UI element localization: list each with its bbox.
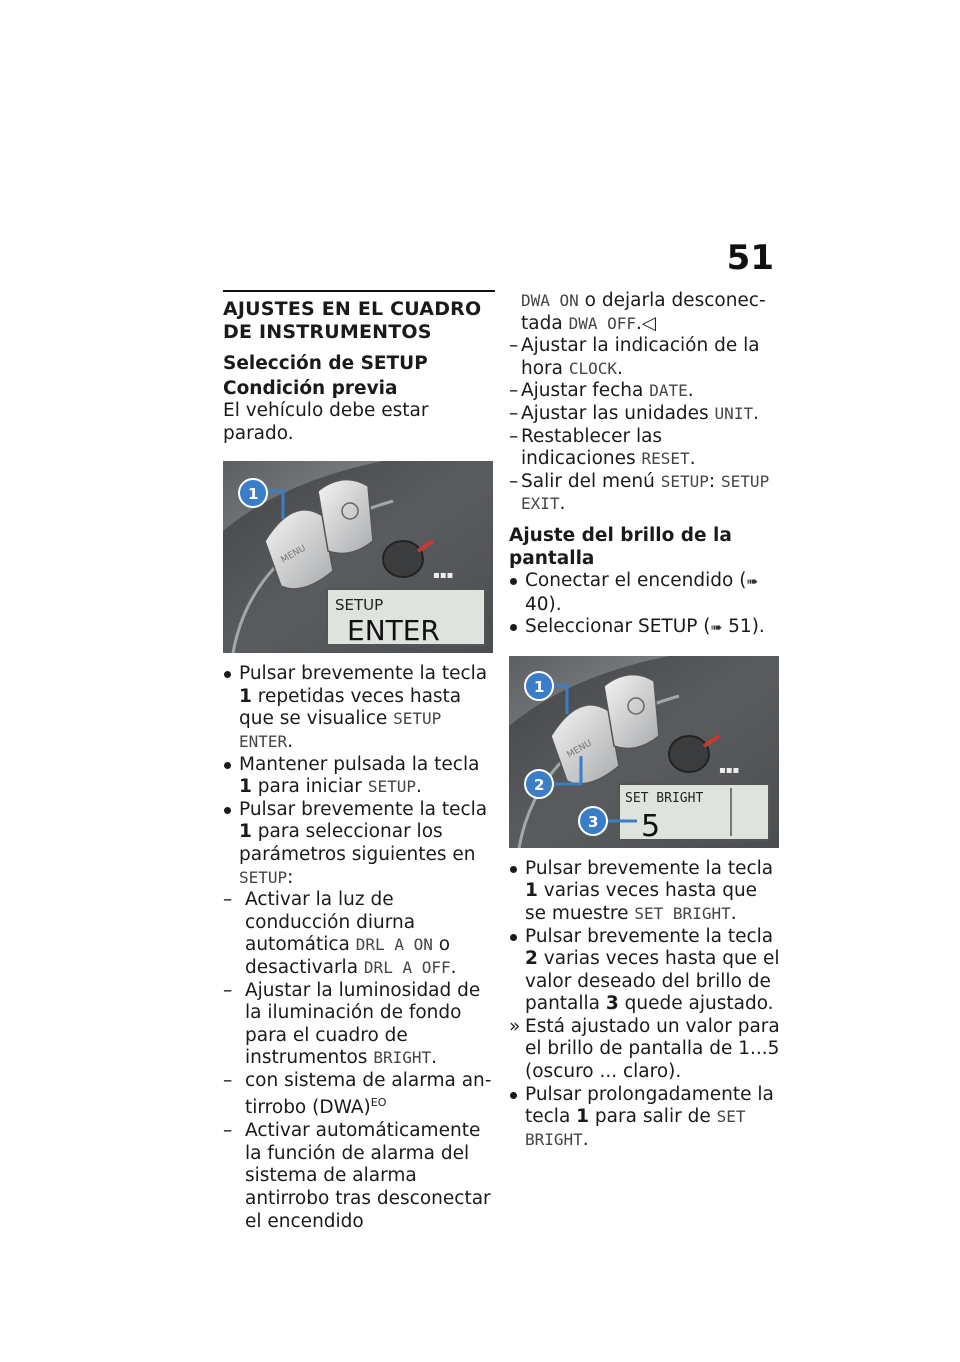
svg-text:1: 1	[534, 677, 545, 696]
dash-item: – Ajustar la luminosidad de la iluminación de fondo para el cuadro de instrumentos BRIGHT.	[223, 979, 481, 1069]
bullet-item: Mantener pulsada la tecla 1 para iniciar SETUP.	[223, 754, 495, 799]
dial-knob	[383, 541, 423, 577]
dash-item: – Activar la luz de conducción diurna automática DRL A ON o desactivarla DRL A OFF.	[223, 889, 457, 978]
end-triangle-icon: ◁	[641, 312, 657, 334]
bullet-dot-icon	[224, 762, 231, 769]
dash-item: – Restablecer las indicaciones RESET.	[509, 425, 696, 470]
section-rule	[223, 290, 495, 292]
bullet-item: Pulsar brevemente la tecla 1 varias veces hasta que se muestre SET BRIGHT.	[509, 858, 781, 926]
bullet-dot-icon	[224, 807, 231, 814]
arrow-ref-icon: ➠	[710, 620, 723, 637]
bullet-item: Pulsar prolongadamente la tecla 1 para salir de SET BRIGHT.	[509, 1084, 781, 1152]
right-column	[509, 290, 781, 1151]
dash-icon: –	[223, 1069, 233, 1091]
bullet-dot-icon	[510, 578, 517, 585]
bullet-item: Pulsar brevemente la tecla 1 para seleccionar los parámetros siguientes en SETUP:	[223, 799, 495, 889]
dash-icon: –	[509, 380, 519, 402]
brightness-heading: Ajuste del brillo de la pantalla	[509, 524, 732, 569]
instrument-photo-2	[509, 656, 779, 848]
dash-item: – Ajustar las unidades UNIT.	[509, 402, 759, 424]
section-title: AJUSTES EN EL CUADRO DE INSTRUMENTOS	[223, 298, 482, 343]
page-number: 51	[726, 238, 774, 278]
callout-number: 1	[248, 485, 259, 504]
display-top-text: SET BRIGHT	[625, 790, 704, 806]
display-main-text: 5	[641, 808, 661, 844]
dash-item: – con sistema de alarma antirrobo (DWA)$^{EO}$	[223, 1069, 492, 1119]
lcd-display-1	[327, 589, 485, 647]
precondition-text: El vehículo debe estar parado.	[223, 400, 429, 444]
dash-icon: –	[223, 1120, 233, 1142]
power-button	[318, 480, 373, 554]
bullet-dot-icon	[510, 934, 517, 941]
pattern-icon: ▪▪▪	[433, 570, 454, 582]
bullet-dot-icon	[510, 624, 517, 631]
precondition-heading: Condición previa	[223, 378, 398, 399]
bullet-dot-icon	[510, 1092, 517, 1099]
display-top-text: SETUP	[335, 596, 384, 615]
bullet-item: Pulsar brevemente la tecla 2 varias veces hasta que el valor deseado del brillo de pantalla 3 quede ajustado.	[509, 926, 781, 1016]
dial-knob	[669, 736, 709, 772]
figure-set-bright	[509, 656, 779, 848]
left-column	[223, 290, 495, 1233]
dash-icon: –	[223, 979, 233, 1001]
bullet-item: Conectar el encendido (➠ 40).	[509, 570, 781, 616]
menu-label: MENU	[279, 543, 308, 566]
lcd-display-2	[619, 784, 769, 844]
bullet-item: Pulsar brevemente la tecla 1 repetidas veces hasta que se visualice SETUP ENTER.	[223, 663, 495, 753]
svg-text:2: 2	[534, 775, 545, 794]
result-marker-icon: »	[509, 1015, 521, 1037]
dash-item: – Salir del menú SETUP: SETUP EXIT.	[509, 470, 770, 515]
dash-item: – Activar automáticamente la función de alarma del sistema de alarma antirrobo tras desconectar el encendido	[223, 1120, 491, 1232]
dash-icon: –	[509, 470, 519, 492]
display-main-text: ENTER	[347, 614, 440, 648]
dash-icon: –	[509, 335, 519, 357]
dash-icon: –	[509, 402, 519, 424]
menu-label: MENU	[565, 738, 594, 761]
dash-item: – Ajustar fecha DATE.	[509, 380, 694, 402]
dash-icon: –	[223, 889, 233, 911]
dash-item: – Ajustar la indicación de la hora CLOCK.	[509, 335, 760, 379]
arrow-ref-icon: ➠	[746, 573, 759, 590]
dash-icon: –	[509, 425, 519, 447]
power-button	[604, 674, 659, 748]
pattern-icon: ▪▪▪	[719, 764, 740, 776]
figure-setup-enter	[223, 461, 493, 653]
dash-item-continued: DWA ON o dejarla desconectada DWA OFF.◁	[521, 290, 766, 334]
bullet-dot-icon	[510, 866, 517, 873]
bullet-item: Seleccionar SETUP (➠ 51).	[509, 616, 781, 640]
result-item: » Está ajustado un valor para el brillo de pantalla de 1...5 (oscuro ... claro).	[509, 1015, 780, 1083]
instrument-photo-1	[223, 461, 493, 653]
bullet-dot-icon	[224, 671, 231, 678]
subsection-title: Selección de SETUP	[223, 353, 428, 374]
svg-text:3: 3	[588, 812, 599, 831]
